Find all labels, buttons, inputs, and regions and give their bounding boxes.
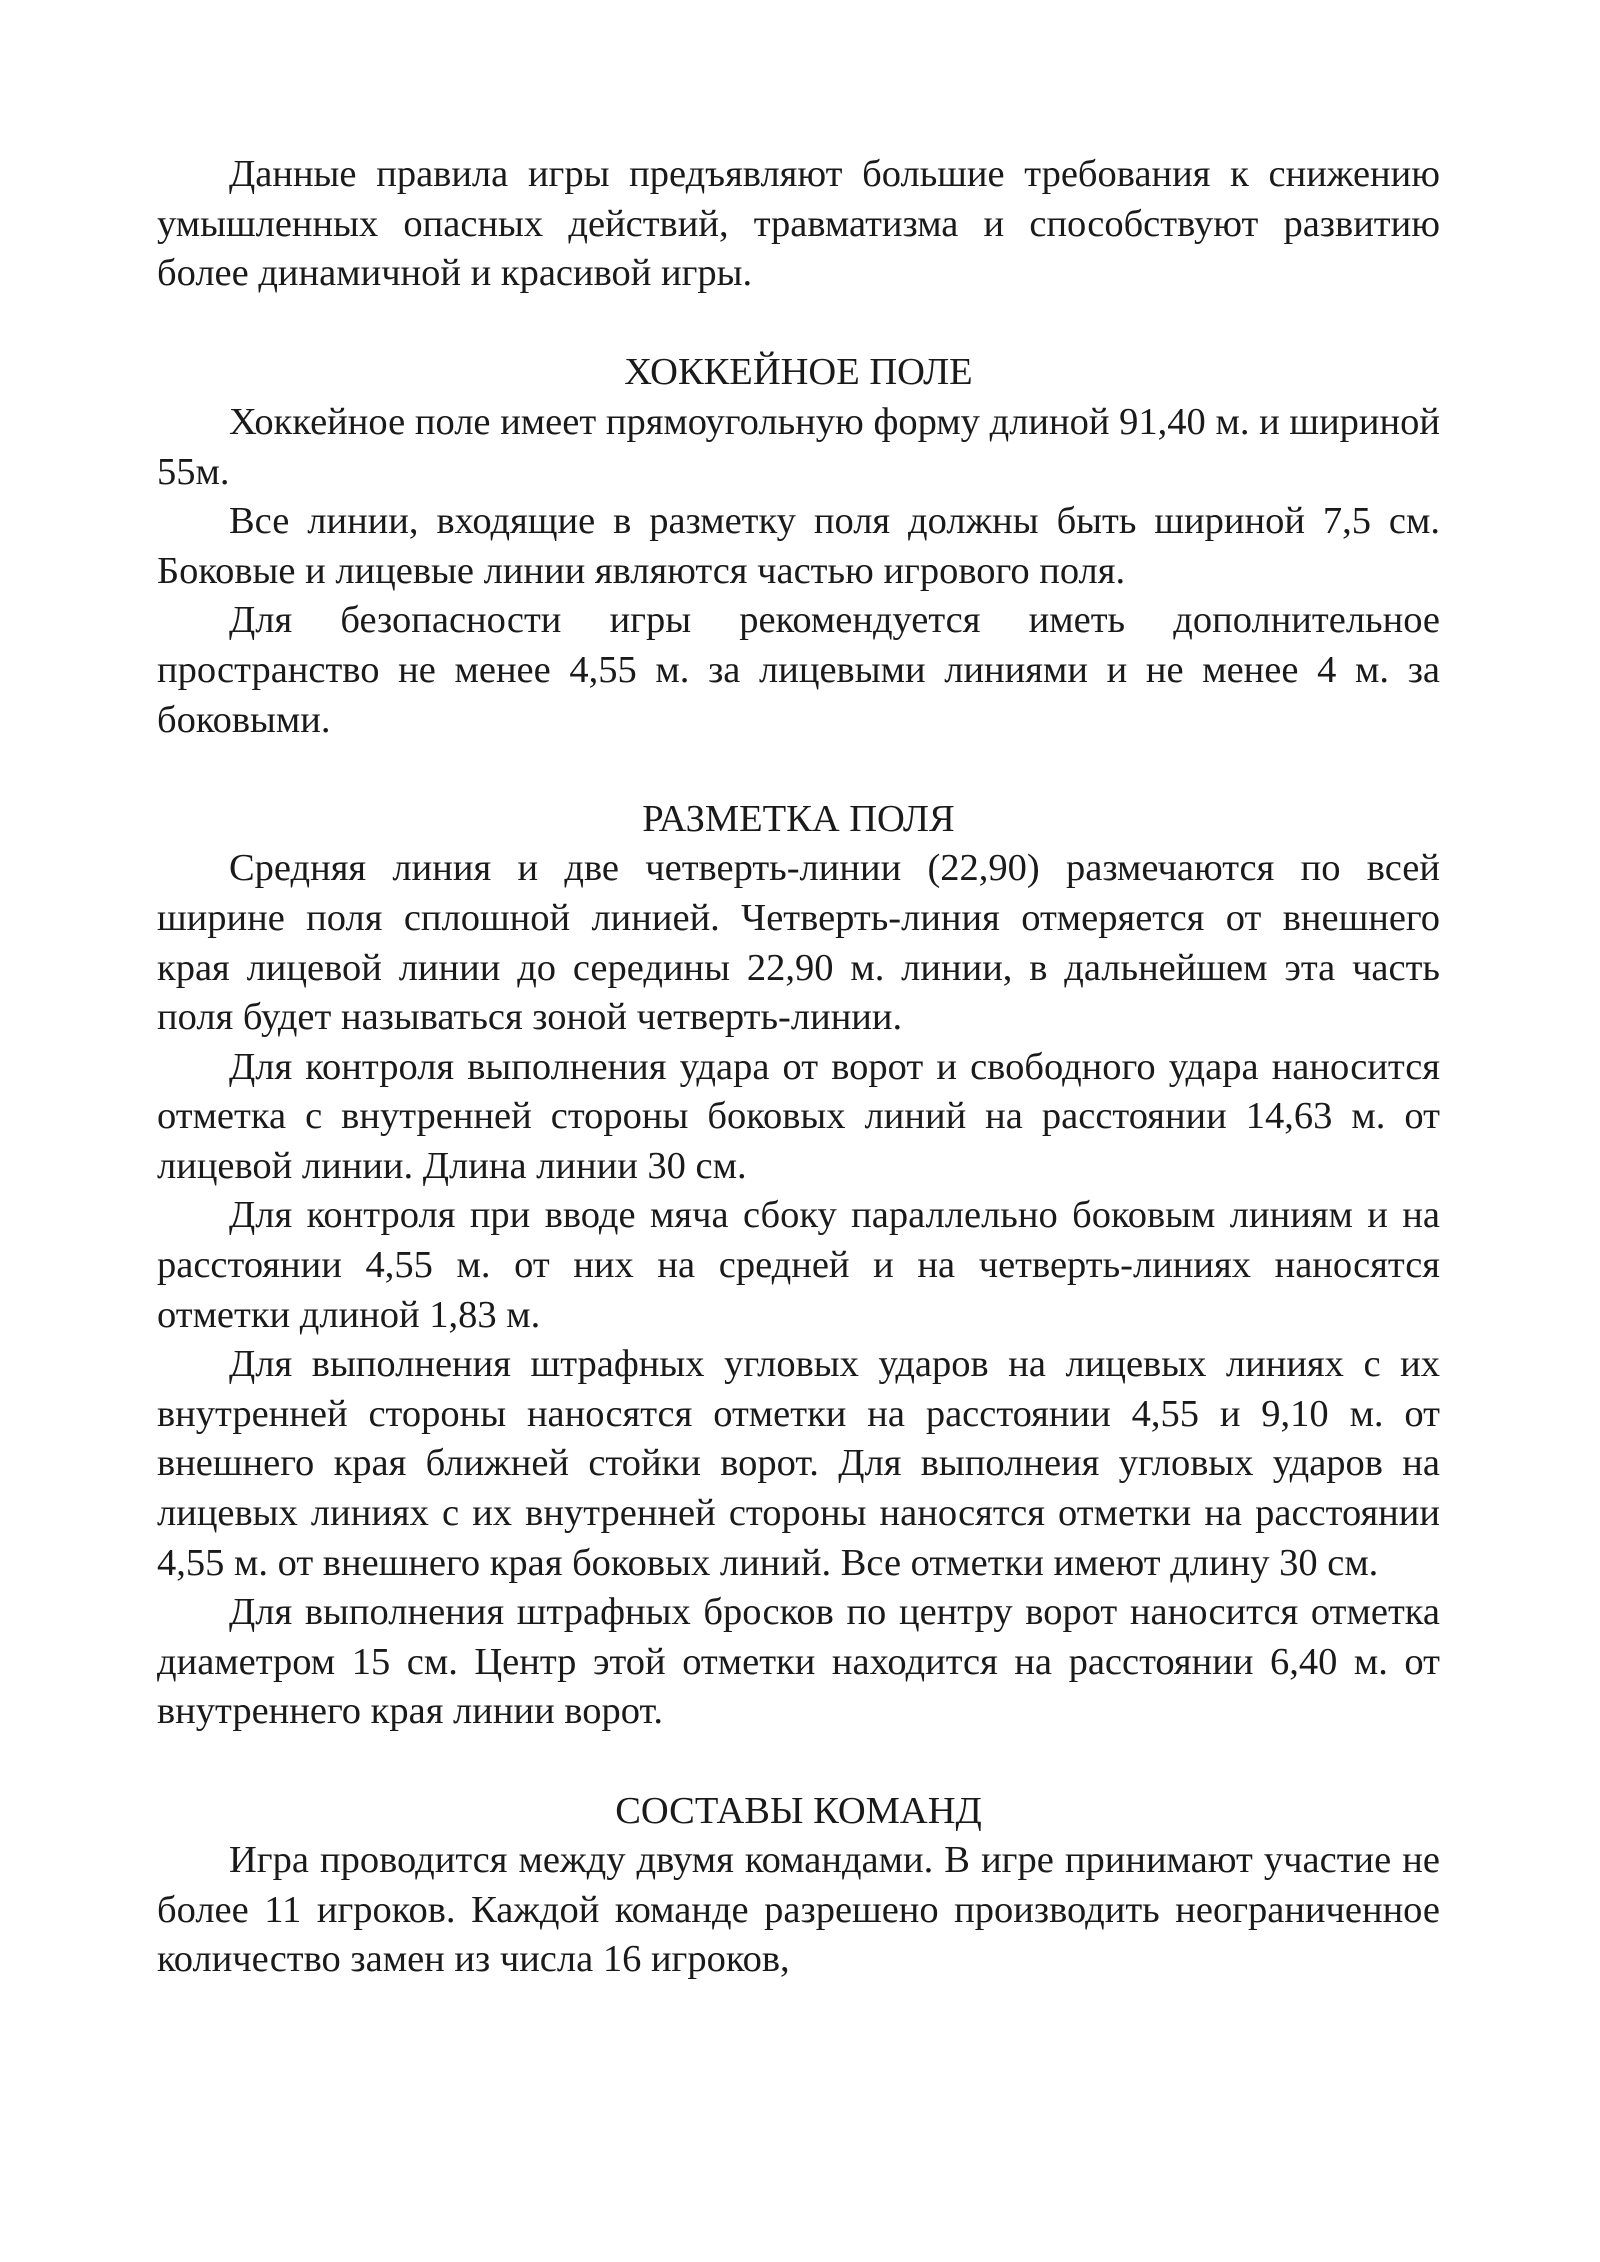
document-page [157, 150, 1440, 1985]
section-heading-teams: СОСТАВЫ КОМАНД [615, 1789, 982, 1832]
field-paragraph-dimensions: Хоккейное поле имеет прямоугольную форму длиной 91,40 м. и шириной 55м. [157, 400, 1440, 493]
spacer [157, 299, 1440, 349]
teams-paragraph: Игра проводится между двумя командами. В игре принимают участие не более 11 игроков. Каждой команде разрешено производить неограниченное количество замен из числа 16 игроков, [157, 1839, 1440, 1981]
field-paragraph-safety: Для безопасности игры рекомендуется иметь дополнительное пространство не менее 4,55 м. за лицевыми линиями и не менее 4 м. за боковыми. [157, 599, 1440, 741]
marking-paragraph-side-in: Для контроля при вводе мяча сбоку параллельно боковым линиям и на расстоянии 4,55 м. от них на средней и на четверть-линиях наносятся отметки длиной 1,83 м. [157, 1194, 1440, 1336]
spacer [157, 745, 1440, 795]
intro-paragraph: Данные правила игры предъявляют большие требования к снижению умышленных опасных действий, травматизма и способствуют развитию более динамичной и красивой игры. [157, 153, 1440, 295]
section-heading-marking: РАЗМЕТКА ПОЛЯ [642, 797, 955, 840]
section-heading-field: ХОККЕЙНОЕ ПОЛЕ [624, 351, 973, 394]
marking-paragraph-quarter-lines: Средняя линия и две четверть-линии (22,90) размечаются по всей ширине поля сплошной линией. Четверть-линия отмеряется от внешнего края лицевой линии до середины 22,90 м. линии, в дальнейшем эта часть поля будет называться зоной четверть-линии. [157, 847, 1440, 1039]
marking-paragraph-goal-kick: Для контроля выполнения удара от ворот и свободного удара наносится отметка с внутренней стороны боковых линий на расстоянии 14,63 м. от лицевой линии. Длина линии 30 см. [157, 1045, 1440, 1187]
spacer [157, 1737, 1440, 1787]
marking-paragraph-penalty-spot: Для выполнения штрафных бросков по центру ворот наносится отметка диаметром 15 см. Центр этой отметки находится на расстоянии 6,40 м. от внутреннего края линии ворот. [157, 1591, 1440, 1733]
field-paragraph-lines: Все линии, входящие в разметку поля должны быть шириной 7,5 см. Боковые и лицевые линии являются частью игрового поля. [157, 500, 1440, 592]
marking-paragraph-corners: Для выполнения штрафных угловых ударов на лицевых линиях с их внутренней стороны наносятся отметки на расстоянии 4,55 и 9,10 м. от внешнего края ближней стойки ворот. Для выполнеия угловых ударов на лицевых линиях с их внутренней стороны наносятся отметки на расстоянии 4,55 м. от внешнего края боковых линий. Все отметки имеют длину 30 см. [157, 1343, 1440, 1584]
